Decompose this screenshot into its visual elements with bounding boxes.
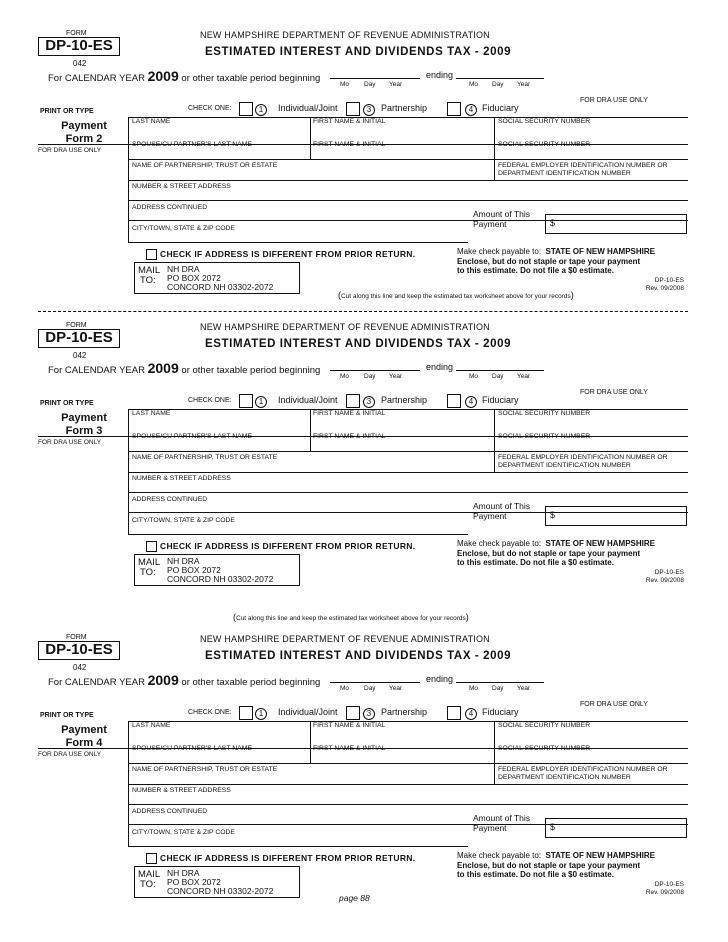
- grid-line-4: [128, 492, 688, 493]
- spouse-first-name-field[interactable]: FIRST NAME & INITIAL: [313, 141, 386, 148]
- mail-line-3: CONCORD NH 03302-2072: [167, 886, 274, 896]
- payable-instructions: [457, 539, 655, 568]
- individual-checkbox[interactable]: [239, 706, 253, 720]
- grid-line-4: [128, 200, 688, 201]
- calendar-year-line: [48, 672, 320, 688]
- print-or-type: PRINT OR TYPE: [40, 108, 94, 115]
- calendar-year-line: [48, 68, 320, 84]
- amount-payment-input[interactable]: [545, 818, 687, 838]
- payment-word: Payment: [61, 120, 107, 132]
- option-3-number: 3: [363, 708, 375, 720]
- option-3-number: 3: [363, 104, 375, 116]
- cut-note-2: [233, 612, 469, 622]
- agency-name: NEW HAMPSHIRE DEPARTMENT OF REVENUE ADMINISTRATION: [200, 634, 490, 644]
- revision-block: [620, 277, 684, 292]
- page-number: page 88: [339, 893, 370, 903]
- street-address-field[interactable]: NUMBER & STREET ADDRESS: [132, 787, 231, 794]
- end-day-label: Day: [492, 685, 504, 692]
- calendar-suffix: or other taxable period beginning: [181, 677, 321, 688]
- amount-label-line2: Payment: [473, 219, 507, 229]
- begin-date-field[interactable]: [330, 682, 420, 683]
- address-changed-checkbox[interactable]: [146, 853, 157, 864]
- agency-name: NEW HAMPSHIRE DEPARTMENT OF REVENUE ADMINISTRATION: [200, 30, 490, 40]
- cut-text-2: Cut along this line and keep the estimated tax worksheet above for your records: [236, 615, 466, 622]
- option-partnership-label: Partnership: [381, 707, 428, 717]
- mail-line-3: CONCORD NH 03302-2072: [167, 282, 274, 292]
- ssn-field[interactable]: SOCIAL SECURITY NUMBER: [498, 118, 591, 125]
- print-or-type: PRINT OR TYPE: [40, 400, 94, 407]
- end-date-field[interactable]: [456, 370, 544, 371]
- end-mo-label: Mo: [469, 373, 479, 380]
- grid-line-3: [128, 784, 688, 785]
- grid-left-edge: [128, 721, 129, 846]
- grid-top-line: [128, 409, 688, 410]
- form-number: 042: [73, 663, 87, 672]
- ending-label: ending: [426, 70, 454, 80]
- grid-top-line: [128, 117, 688, 118]
- print-or-type: PRINT OR TYPE: [40, 712, 94, 719]
- calendar-prefix: For CALENDAR YEAR: [48, 365, 145, 376]
- payment-word: Payment: [61, 412, 107, 424]
- ending-label: ending: [426, 674, 454, 684]
- payment-form-label: [44, 412, 124, 438]
- grid-divider-first: [310, 117, 311, 160]
- form-number: 042: [73, 351, 87, 360]
- grid-divider-first: [310, 721, 311, 764]
- partnership-name-field[interactable]: NAME OF PARTNERSHIP, TRUST OR ESTATE: [132, 162, 278, 169]
- form-label: Form 2: [65, 133, 103, 145]
- mail-line-1: NH DRA: [167, 556, 200, 566]
- dollar-sign: $: [550, 510, 556, 520]
- last-name-field[interactable]: LAST NAME: [132, 410, 171, 417]
- payable-name: STATE OF NEW HAMPSHIRE: [545, 539, 655, 548]
- partnership-checkbox[interactable]: [346, 102, 360, 116]
- mail-line-2: PO BOX 2072: [167, 877, 221, 887]
- form-title: ESTIMATED INTEREST AND DIVIDENDS TAX - 2009: [205, 46, 512, 58]
- mail-line-2: PO BOX 2072: [167, 273, 221, 283]
- address-continued-field[interactable]: ADDRESS CONTINUED: [132, 808, 208, 815]
- grid-line-3: [128, 180, 688, 181]
- to-word: TO:: [140, 567, 156, 578]
- address-changed-checkbox[interactable]: [146, 249, 157, 260]
- calendar-prefix: For CALENDAR YEAR: [48, 73, 145, 84]
- cut-open-paren-1: (: [338, 290, 341, 300]
- cut-note-1: [338, 290, 574, 300]
- payment-form-label: [44, 120, 124, 146]
- rev-date: Rev. 09/2008: [645, 576, 684, 584]
- cut-text-1: Cut along this line and keep the estimated tax worksheet above for your records: [341, 293, 571, 300]
- form-word: FORM: [66, 322, 87, 329]
- grid-left-edge: [128, 409, 129, 534]
- address-continued-field[interactable]: ADDRESS CONTINUED: [132, 496, 208, 503]
- rev-date: Rev. 09/2008: [645, 888, 684, 896]
- address-changed-label: CHECK IF ADDRESS IS DIFFERENT FROM PRIOR RETURN.: [160, 853, 416, 863]
- mail-to-label: [138, 266, 160, 286]
- check-one-label: CHECK ONE:: [188, 709, 232, 716]
- revision-block: [620, 881, 684, 896]
- payable-name: STATE OF NEW HAMPSHIRE: [545, 851, 655, 860]
- begin-date-field[interactable]: [330, 370, 420, 371]
- calendar-year: 2009: [147, 68, 179, 84]
- spouse-ssn-field[interactable]: SOCIAL SECURITY NUMBER: [498, 745, 591, 752]
- begin-mo-label: Mo: [340, 81, 350, 88]
- cut-open-paren-2: (: [233, 612, 236, 622]
- mail-address: [167, 265, 273, 292]
- option-fiduciary-label: Fiduciary: [482, 395, 519, 405]
- dra-use-left: FOR DRA USE ONLY: [38, 147, 102, 154]
- amount-label-line1: Amount of This: [473, 813, 531, 823]
- street-address-field[interactable]: NUMBER & STREET ADDRESS: [132, 475, 231, 482]
- amount-label-line1: Amount of This: [473, 501, 531, 511]
- grid-top-line: [128, 721, 688, 722]
- grid-line-2: [128, 451, 688, 452]
- mail-line-3: CONCORD NH 03302-2072: [167, 574, 274, 584]
- form-title: ESTIMATED INTEREST AND DIVIDENDS TAX - 2009: [205, 338, 512, 350]
- payable-prefix: Make check payable to:: [457, 247, 542, 256]
- rev-form: DP-10-ES: [654, 881, 684, 888]
- fein-label-line1: FEDERAL EMPLOYER IDENTIFICATION NUMBER OR: [498, 162, 668, 169]
- payable-name: STATE OF NEW HAMPSHIRE: [545, 247, 655, 256]
- fein-field[interactable]: [498, 454, 668, 469]
- address-continued-field[interactable]: ADDRESS CONTINUED: [132, 204, 208, 211]
- fiduciary-checkbox[interactable]: [447, 394, 461, 408]
- mail-address: [167, 869, 273, 896]
- fein-label-line1: FEDERAL EMPLOYER IDENTIFICATION NUMBER OR: [498, 454, 668, 461]
- amount-payment-input[interactable]: [545, 214, 687, 234]
- spouse-ssn-field[interactable]: SOCIAL SECURITY NUMBER: [498, 433, 591, 440]
- end-mo-label: Mo: [469, 685, 479, 692]
- grid-line-2: [128, 763, 688, 764]
- fein-field[interactable]: [498, 162, 668, 177]
- dollar-sign: $: [550, 822, 556, 832]
- mail-line-1: NH DRA: [167, 264, 200, 274]
- grid-line-4: [128, 804, 688, 805]
- dra-use-top: FOR DRA USE ONLY: [580, 389, 648, 396]
- payment-word: Payment: [61, 724, 107, 736]
- begin-mo-label: Mo: [340, 373, 350, 380]
- individual-checkbox[interactable]: [239, 102, 253, 116]
- begin-date-field[interactable]: [330, 78, 420, 79]
- mail-address: [167, 557, 273, 584]
- city-state-zip-field[interactable]: CITY/TOWN, STATE & ZIP CODE: [132, 517, 235, 524]
- partnership-name-field[interactable]: NAME OF PARTNERSHIP, TRUST OR ESTATE: [132, 766, 278, 773]
- calendar-year-line: [48, 360, 320, 376]
- mail-line-1: NH DRA: [167, 868, 200, 878]
- calendar-prefix: For CALENDAR YEAR: [48, 677, 145, 688]
- dra-use-top: FOR DRA USE ONLY: [580, 701, 648, 708]
- city-state-zip-field[interactable]: CITY/TOWN, STATE & ZIP CODE: [132, 225, 235, 232]
- spouse-first-name-field[interactable]: FIRST NAME & INITIAL: [313, 745, 386, 752]
- payable-line-2: Enclose, but do not staple or tape your payment: [457, 548, 641, 558]
- dra-use-left: FOR DRA USE ONLY: [38, 439, 102, 446]
- grid-line-2: [128, 159, 688, 160]
- check-one-label: CHECK ONE:: [188, 397, 232, 404]
- grid-divider-ssn: [494, 117, 495, 180]
- city-state-zip-field[interactable]: CITY/TOWN, STATE & ZIP CODE: [132, 829, 235, 836]
- payable-prefix: Make check payable to:: [457, 539, 542, 548]
- mail-to-label: [138, 870, 160, 890]
- form-id-box: DP-10-ES: [38, 641, 120, 660]
- revision-block: [620, 569, 684, 584]
- amount-payment-input[interactable]: [545, 506, 687, 526]
- first-name-field[interactable]: FIRST NAME & INITIAL: [313, 118, 386, 125]
- grid-divider-first: [310, 409, 311, 452]
- option-4-number: 4: [465, 396, 477, 408]
- grid-line-6: [128, 846, 468, 847]
- amount-label-line2: Payment: [473, 511, 507, 521]
- dra-use-left: FOR DRA USE ONLY: [38, 751, 102, 758]
- spouse-last-name-field[interactable]: SPOUSE/CU PARTNER'S LAST NAME: [132, 141, 252, 148]
- option-1-number: 1: [255, 104, 267, 116]
- street-address-field[interactable]: NUMBER & STREET ADDRESS: [132, 183, 231, 190]
- rev-date: Rev. 09/2008: [645, 284, 684, 292]
- option-partnership-label: Partnership: [381, 103, 428, 113]
- payable-line-3: to this estimate. Do not file a $0 estimate.: [457, 558, 614, 567]
- end-year-label: Year: [517, 373, 531, 380]
- begin-year-label: Year: [389, 81, 403, 88]
- partnership-name-field[interactable]: NAME OF PARTNERSHIP, TRUST OR ESTATE: [132, 454, 278, 461]
- to-word: TO:: [140, 275, 156, 286]
- amount-label: [473, 501, 530, 521]
- voucher-form-3: [0, 312, 728, 612]
- end-day-label: Day: [492, 81, 504, 88]
- grid-line-6: [128, 242, 468, 243]
- address-changed-label: CHECK IF ADDRESS IS DIFFERENT FROM PRIOR RETURN.: [160, 541, 416, 551]
- grid-divider-ssn: [494, 721, 495, 784]
- fein-label-line1: FEDERAL EMPLOYER IDENTIFICATION NUMBER OR: [498, 766, 668, 773]
- mail-word: MAIL: [138, 265, 161, 276]
- end-day-label: Day: [492, 373, 504, 380]
- option-fiduciary-label: Fiduciary: [482, 103, 519, 113]
- option-individual-label: Individual/Joint: [278, 395, 338, 405]
- form-number: 042: [73, 59, 87, 68]
- grid-line-3: [128, 472, 688, 473]
- ending-label: ending: [426, 362, 454, 372]
- end-year-label: Year: [517, 81, 531, 88]
- payable-prefix: Make check payable to:: [457, 851, 542, 860]
- option-individual-label: Individual/Joint: [278, 103, 338, 113]
- dra-use-top: FOR DRA USE ONLY: [580, 97, 648, 104]
- end-year-label: Year: [517, 685, 531, 692]
- option-1-number: 1: [255, 708, 267, 720]
- begin-day-label: Day: [364, 685, 376, 692]
- form-id-box: DP-10-ES: [38, 37, 120, 56]
- ssn-field[interactable]: SOCIAL SECURITY NUMBER: [498, 410, 591, 417]
- to-word: TO:: [140, 879, 156, 890]
- option-4-number: 4: [465, 104, 477, 116]
- payable-line-3: to this estimate. Do not file a $0 estimate.: [457, 870, 614, 879]
- first-name-field[interactable]: FIRST NAME & INITIAL: [313, 722, 386, 729]
- begin-year-label: Year: [389, 373, 403, 380]
- first-name-field[interactable]: FIRST NAME & INITIAL: [313, 410, 386, 417]
- address-changed-label: CHECK IF ADDRESS IS DIFFERENT FROM PRIOR RETURN.: [160, 249, 416, 259]
- payable-line-3: to this estimate. Do not file a $0 estimate.: [457, 266, 614, 275]
- fiduciary-checkbox[interactable]: [447, 102, 461, 116]
- agency-name: NEW HAMPSHIRE DEPARTMENT OF REVENUE ADMINISTRATION: [200, 322, 490, 332]
- form-word: FORM: [66, 30, 87, 37]
- begin-year-label: Year: [389, 685, 403, 692]
- partnership-checkbox[interactable]: [346, 394, 360, 408]
- voucher-form-2: [0, 20, 728, 320]
- ssn-field[interactable]: SOCIAL SECURITY NUMBER: [498, 722, 591, 729]
- option-fiduciary-label: Fiduciary: [482, 707, 519, 717]
- calendar-year: 2009: [147, 672, 179, 688]
- form-label: Form 4: [65, 737, 103, 749]
- fein-label-line2: DEPARTMENT IDENTIFICATION NUMBER: [498, 169, 631, 177]
- cut-close-paren-1: ): [570, 290, 574, 300]
- spouse-first-name-field[interactable]: FIRST NAME & INITIAL: [313, 433, 386, 440]
- grid-divider-ssn: [494, 409, 495, 472]
- fein-field[interactable]: [498, 766, 668, 781]
- cut-line-1[interactable]: [38, 311, 688, 312]
- grid-line-6: [128, 534, 468, 535]
- payable-line-2: Enclose, but do not staple or tape your payment: [457, 860, 641, 870]
- option-individual-label: Individual/Joint: [278, 707, 338, 717]
- end-date-field[interactable]: [456, 78, 544, 79]
- fein-label-line2: DEPARTMENT IDENTIFICATION NUMBER: [498, 461, 631, 469]
- amount-label: [473, 813, 530, 833]
- voucher-form-4: [0, 624, 728, 924]
- partnership-checkbox[interactable]: [346, 706, 360, 720]
- form-title: ESTIMATED INTEREST AND DIVIDENDS TAX - 2009: [205, 650, 512, 662]
- spouse-last-name-field[interactable]: SPOUSE/CU PARTNER'S LAST NAME: [132, 433, 252, 440]
- mail-word: MAIL: [138, 557, 161, 568]
- fein-label-line2: DEPARTMENT IDENTIFICATION NUMBER: [498, 773, 631, 781]
- form-id-box: DP-10-ES: [38, 329, 120, 348]
- last-name-field[interactable]: LAST NAME: [132, 722, 171, 729]
- end-mo-label: Mo: [469, 81, 479, 88]
- amount-label-line2: Payment: [473, 823, 507, 833]
- spouse-ssn-field[interactable]: SOCIAL SECURITY NUMBER: [498, 141, 591, 148]
- mail-word: MAIL: [138, 869, 161, 880]
- option-1-number: 1: [255, 396, 267, 408]
- begin-day-label: Day: [364, 81, 376, 88]
- check-one-label: CHECK ONE:: [188, 105, 232, 112]
- amount-label: [473, 209, 530, 229]
- spouse-last-name-field[interactable]: SPOUSE/CU PARTNER'S LAST NAME: [132, 745, 252, 752]
- dollar-sign: $: [550, 218, 556, 228]
- payable-instructions: [457, 247, 655, 276]
- form-label: Form 3: [65, 425, 103, 437]
- rev-form: DP-10-ES: [654, 569, 684, 576]
- begin-mo-label: Mo: [340, 685, 350, 692]
- begin-day-label: Day: [364, 373, 376, 380]
- option-4-number: 4: [465, 708, 477, 720]
- calendar-year: 2009: [147, 360, 179, 376]
- fiduciary-checkbox[interactable]: [447, 706, 461, 720]
- payment-form-label: [44, 724, 124, 750]
- grid-left-edge: [128, 117, 129, 242]
- rev-form: DP-10-ES: [654, 277, 684, 284]
- calendar-suffix: or other taxable period beginning: [181, 73, 321, 84]
- end-date-field[interactable]: [456, 682, 544, 683]
- address-changed-checkbox[interactable]: [146, 541, 157, 552]
- form-word: FORM: [66, 634, 87, 641]
- payable-line-2: Enclose, but do not staple or tape your payment: [457, 256, 641, 266]
- option-partnership-label: Partnership: [381, 395, 428, 405]
- amount-label-line1: Amount of This: [473, 209, 531, 219]
- mail-to-label: [138, 558, 160, 578]
- calendar-suffix: or other taxable period beginning: [181, 365, 321, 376]
- cut-close-paren-2: ): [465, 612, 469, 622]
- option-3-number: 3: [363, 396, 375, 408]
- individual-checkbox[interactable]: [239, 394, 253, 408]
- last-name-field[interactable]: LAST NAME: [132, 118, 171, 125]
- mail-line-2: PO BOX 2072: [167, 565, 221, 575]
- payable-instructions: [457, 851, 655, 880]
